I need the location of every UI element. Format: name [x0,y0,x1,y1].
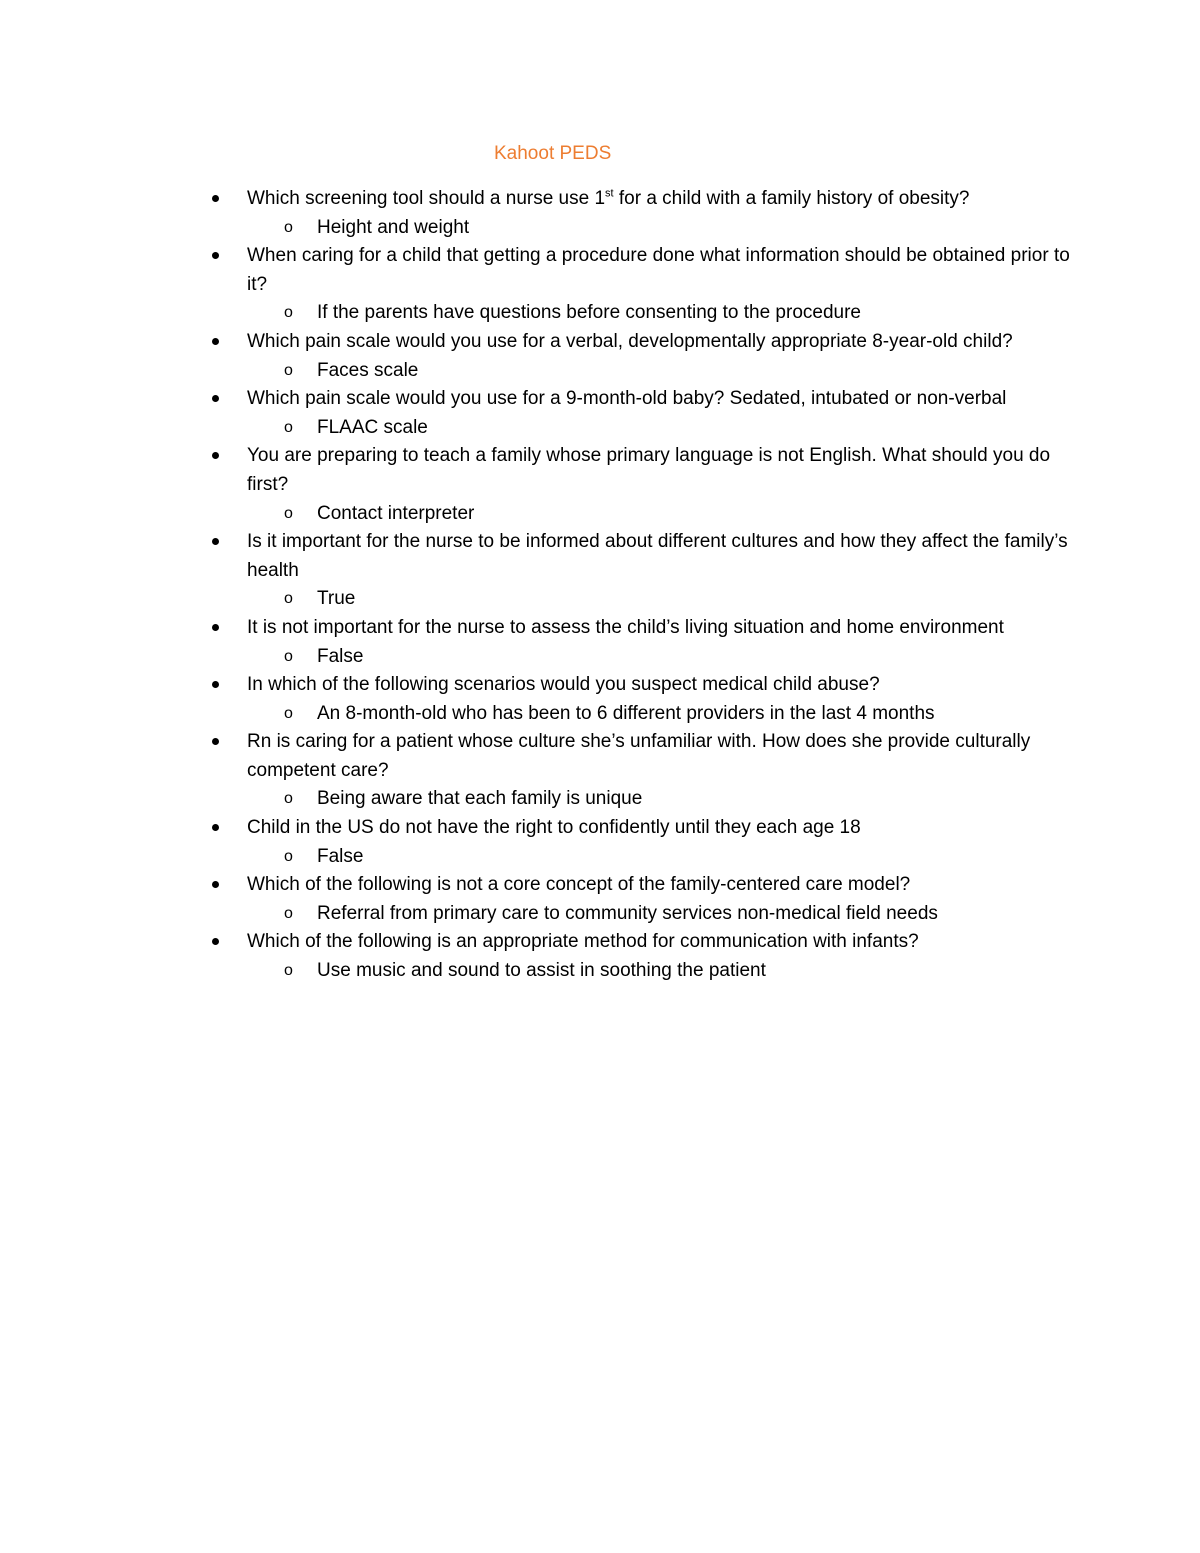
bullet-icon [212,738,219,745]
question-text: You are preparing to teach a family whose primary language is not English. What should you do first? [0,442,1077,499]
question-text: In which of the following scenarios would you suspect medical child abuse? [0,671,1077,700]
question-text: Which pain scale would you use for a 9-month-old baby? Sedated, intubated or non-verbal [0,385,1077,414]
sub-bullet-marker: o [284,361,293,379]
sub-bullet-marker: o [284,904,293,922]
sub-bullet-marker: o [284,218,293,236]
answer-text: o Being aware that each family is unique [0,785,1117,814]
question-text: Is it important for the nurse to be informed about different cultures and how they affect the family’s health [0,528,1077,585]
answer-text: o An 8-month-old who has been to 6 different providers in the last 4 months [0,700,1117,729]
list-item [0,671,1200,728]
sub-bullet-marker: o [284,790,293,808]
bullet-icon [212,338,219,345]
bullet-icon [212,252,219,259]
bullet-icon [212,624,219,631]
bullet-icon [212,881,219,888]
question-answer-list [0,185,1200,986]
answer-text: o False [0,843,1117,872]
list-item [0,871,1200,928]
answer-text: o FLAAC scale [0,414,1117,443]
sub-bullet-marker: o [284,962,293,980]
list-item [0,385,1200,442]
list-item [0,728,1200,814]
list-item [0,928,1200,985]
answer-text: o False [0,643,1117,672]
list-item [0,328,1200,385]
list-item [0,614,1200,671]
bullet-icon [212,824,219,831]
question-text: Which screening tool should a nurse use 1st for a child with a family history of obesity? [0,185,1077,214]
list-item [0,528,1200,614]
sub-bullet-marker: o [284,704,293,722]
sub-bullet-marker: o [284,504,293,522]
sub-bullet-marker: o [284,590,293,608]
question-text: When caring for a child that getting a procedure done what information should be obtained prior to it? [0,242,1077,299]
answer-text: o Use music and sound to assist in soothing the patient [0,957,1117,986]
bullet-icon [212,395,219,402]
question-text: Which pain scale would you use for a verbal, developmentally appropriate 8-year-old child? [0,328,1077,357]
answer-text: o If the parents have questions before consenting to the procedure [0,299,1117,328]
sub-bullet-marker: o [284,418,293,436]
bullet-icon [212,452,219,459]
answer-text: o Height and weight [0,214,1117,243]
answer-text: o True [0,585,1117,614]
bullet-icon [212,681,219,688]
sub-bullet-marker: o [284,647,293,665]
bullet-icon [212,938,219,945]
list-item [0,242,1200,328]
question-text: Rn is caring for a patient whose culture she’s unfamiliar with. How does she provide culturally competent care? [0,728,1077,785]
question-text: Which of the following is an appropriate method for communication with infants? [0,928,1077,957]
list-item [0,814,1200,871]
sub-bullet-marker: o [284,847,293,865]
document-title: Kahoot PEDS [494,143,612,164]
bullet-icon [212,195,219,202]
list-item [0,185,1200,242]
list-item [0,442,1200,528]
sub-bullet-marker: o [284,304,293,322]
question-text: Which of the following is not a core concept of the family-centered care model? [0,871,1077,900]
bullet-icon [212,538,219,545]
question-text: Child in the US do not have the right to confidently until they each age 18 [0,814,1077,843]
superscript-ordinal: st [605,187,614,200]
answer-text: o Faces scale [0,357,1117,386]
answer-text: o Referral from primary care to community services non-medical field needs [0,900,1117,929]
question-text: It is not important for the nurse to assess the child’s living situation and home environment [0,614,1077,643]
answer-text: o Contact interpreter [0,500,1117,529]
